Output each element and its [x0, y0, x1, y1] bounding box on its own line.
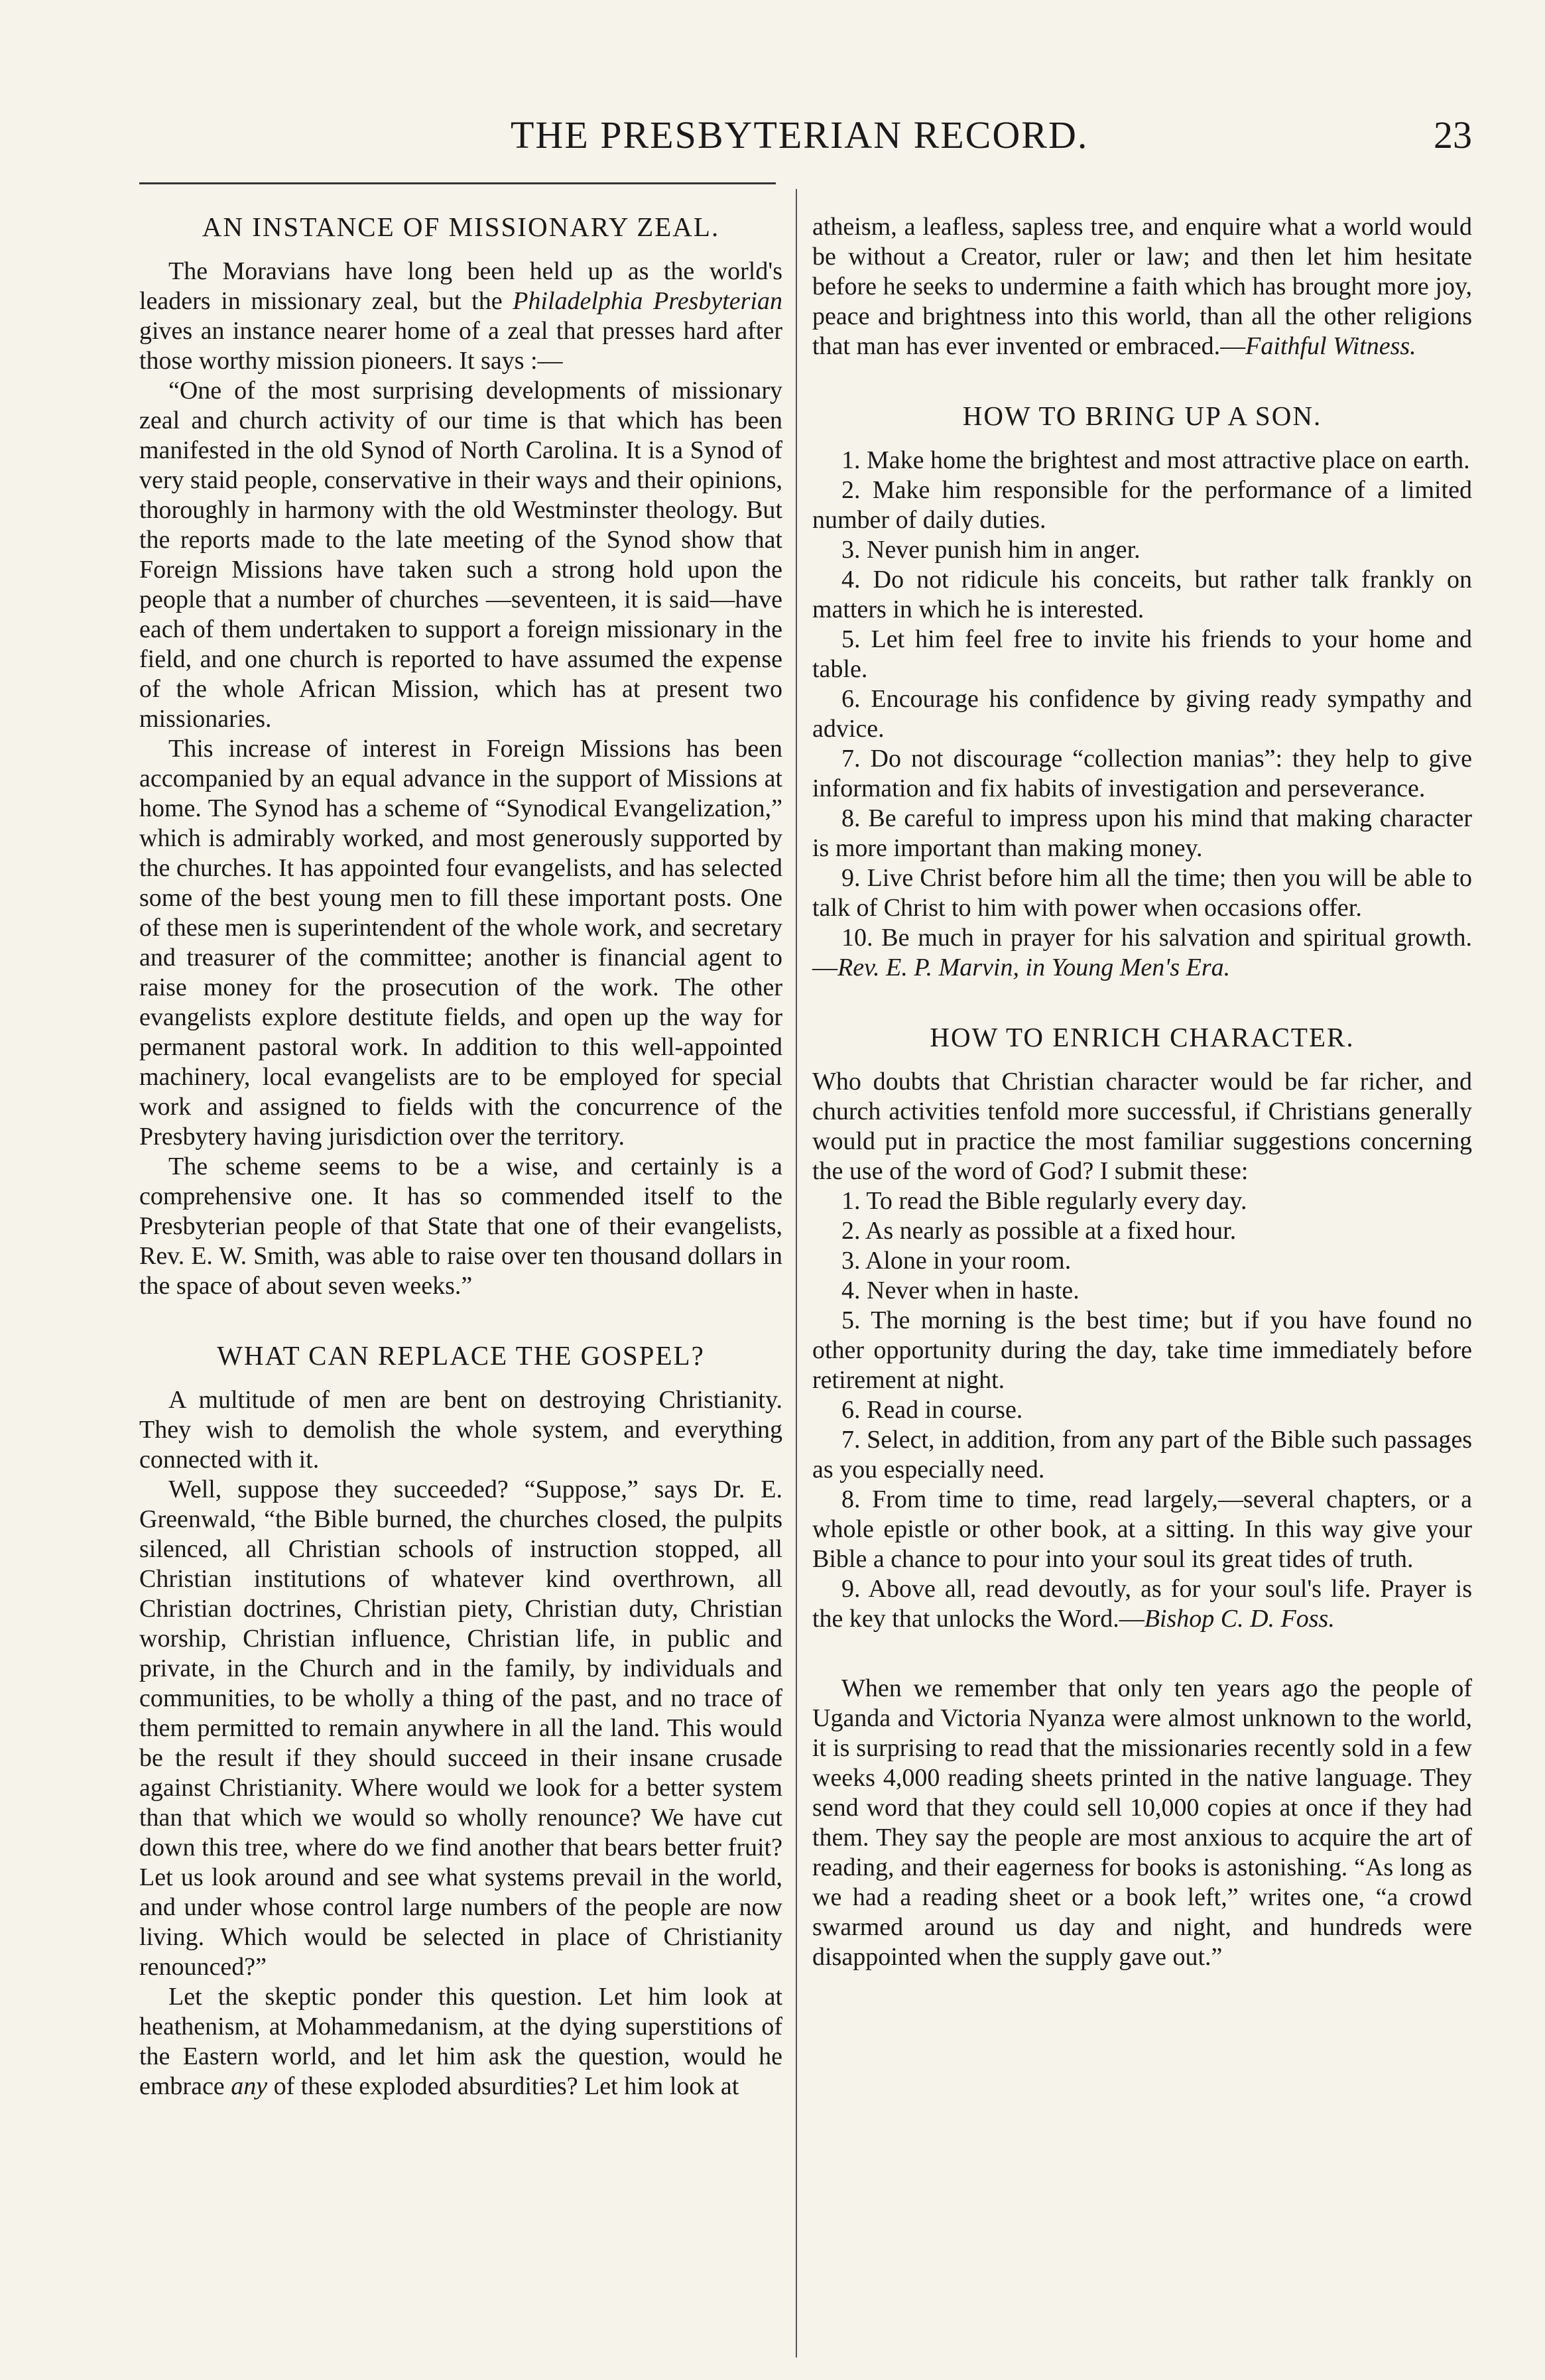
paragraph-continued: atheism, a leafless, sapless tree, and enquire what a world would be without a Creator, ruler or law; and then let him hesitate before he seeks to undermine a faith which has brought more joy, peace and brightness into this world, than all the other religions that man has ever invented or embraced.—Faithful Witness. [812, 213, 1472, 360]
article-title: AN INSTANCE OF MISSIONARY ZEAL. [202, 212, 720, 242]
list-item: 6. Encourage his confidence by giving ready sympathy and advice. [812, 685, 1472, 743]
page-header [153, 113, 1472, 172]
source-citation: Faithful Witness. [1245, 332, 1416, 360]
list-item: 3. Alone in your room. [841, 1247, 1072, 1275]
list-item: 10. Be much in prayer for his salvation and spiritual growth.—Rev. E. P. Marvin, in Young Men's Era. [812, 924, 1472, 981]
article-title: HOW TO ENRICH CHARACTER. [930, 1022, 1355, 1052]
list-item: 6. Read in course. [841, 1396, 1023, 1424]
list-item: 8. From time to time, read largely,—several chapters, or a whole epistle or other book, at a sitting. In this way give your Bible a chance to pour into your soul its great tides of truth. [812, 1485, 1472, 1573]
left-column [139, 212, 782, 2101]
article-bring-up-son [812, 401, 1472, 983]
paragraph: When we remember that only ten years ago the people of Uganda and Victoria Nyanza were almost unknown to the world, it is surprising to read that the missionaries recently sold in a few weeks 4,000 reading sheets printed in the native language. They send word that they could sell 10,000 copies at once if they had them. They say the people are most anxious to acquire the art of reading, and their eagerness for books is astonishing. “As long as we had a reading sheet or a book left,” writes one, “a crowd swarmed around us day and night, and hundreds were disappointed when the supply gave out.” [812, 1674, 1472, 1971]
list-item: 1. Make home the brightest and most attractive place on earth. [841, 446, 1470, 474]
column-divider [796, 189, 797, 2357]
article-missionary-zeal [139, 212, 782, 1301]
list-item: 5. The morning is the best time; but if you have found no other opportunity during the day, take time immediately before retirement at night. [812, 1306, 1472, 1394]
list-item: 9. Live Christ before him all the time; then you will be able to talk of Christ to him with power when occasions offer. [812, 864, 1472, 922]
list-item: 2. Make him responsible for the performance of a limited number of daily duties. [812, 476, 1472, 534]
paragraph: “One of the most surprising developments of missionary zeal and church activity of our time is that which has been manifested in the old Synod of North Carolina. It is a Synod of very staid people, conservative in their ways and their opinions, thoroughly in harmony with the old Westminster theology. But the reports made to the late meeting of the Synod show that Foreign Missions have taken such a strong hold upon the people that a number of churches —seventeen, it is said—have each of them undertaken to support a foreign missionary in the field, and one church is reported to have assumed the expense of the whole African Mission, which has at present two missionaries. [139, 377, 782, 733]
paragraph: Well, suppose they succeeded? “Suppose,” says Dr. E. Greenwald, “the Bible burned, the churches closed, the pulpits silenced, all Christian schools of instruction stopped, all Christian institutions of whatever kind overthrown, all Christian doctrines, Christian piety, Christian duty, Christian worship, Christian influence, Christian life, in public and private, in the Church and in the family, by individuals and communities, to be wholly a thing of the past, and no trace of them permitted to remain anywhere in all the land. This would be the result if they should succeed in their insane crusade against Christianity. Where would we look for a better system than that which we would so wholly renounce? We have cut down this tree, where do we find another that bears better fruit? Let us look around and see what systems prevail in the world, and under whose control large numbers of the people are now living. Which would be selected in place of Christianity renounced?” [139, 1475, 782, 1981]
article-uganda [812, 1674, 1472, 1972]
running-title: THE PRESBYTERIAN RECORD. [511, 113, 1089, 157]
paragraph: This increase of interest in Foreign Missions has been accompanied by an equal advance in the support of Missions at home. The Synod has a scheme of “Synodical Evangelization,” which is admirably worked, and most generously supported by the churches. It has appointed four evangelists, and has selected some of the best young men to fill these important posts. One of these men is superintendent of the whole work, and secretary and treasurer of the committee; another is financial agent to raise money for the prosecution of the work. The other evangelists explore destitute fields, and open up the way for permanent pastoral work. In addition to this well-appointed machinery, local evangelists are to be employed for special work and assigned to fields with the concurrence of the Presbytery having jurisdiction over the territory. [139, 735, 782, 1151]
list-item: 1. To read the Bible regularly every day. [841, 1187, 1247, 1215]
paragraph: Who doubts that Christian character would be far richer, and church activities tenfold more successful, if Christians generally would put in practice the most familiar suggestions concerning the use of the word of God? I submit these: [812, 1068, 1472, 1185]
list-item: 7. Do not discourage “collection manias”: they help to give information and fix habits of investigation and perseverance. [812, 745, 1472, 802]
paragraph: Let the skeptic ponder this question. Let him look at heathenism, at Mohammedanism, at the dying superstitions of the Eastern world, and let him ask the question, would he embrace any of these exploded absurdities? Let him look at [139, 1983, 782, 2100]
list-item: 3. Never punish him in anger. [841, 536, 1141, 564]
list-item: 7. Select, in addition, from any part of the Bible such passages as you especially need. [812, 1426, 1472, 1483]
article-enrich-character [812, 1023, 1472, 1634]
article-replace-gospel [139, 1341, 782, 2101]
paragraph: The scheme seems to be a wise, and certainly is a comprehensive one. It has so commended itself to the Presbyterian people of that State that one of their evangelists, Rev. E. W. Smith, was able to raise over ten thousand dollars in the space of about seven weeks.” [139, 1153, 782, 1300]
page-number: 23 [1434, 113, 1472, 157]
source-citation: Philadelphia Presbyterian [513, 287, 782, 315]
list-item: 2. As nearly as possible at a fixed hour. [841, 1217, 1237, 1245]
list-item: 4. Never when in haste. [841, 1277, 1080, 1304]
paragraph: A multitude of men are bent on destroying Christianity. They wish to demolish the whole system, and everything connected with it. [139, 1386, 782, 1473]
source-citation: Rev. E. P. Marvin, in Young Men's Era. [837, 954, 1231, 981]
header-rule [139, 182, 776, 184]
right-column [812, 212, 1472, 1972]
list-item: 9. Above all, read devoutly, as for your soul's life. Prayer is the key that unlocks the Word.—Bishop C. D. Foss. [812, 1575, 1472, 1633]
list-item: 4. Do not ridicule his conceits, but rather talk frankly on matters in which he is interested. [812, 566, 1472, 623]
source-citation: Bishop C. D. Foss. [1144, 1605, 1335, 1633]
article-title: HOW TO BRING UP A SON. [962, 401, 1322, 431]
list-item: 8. Be careful to impress upon his mind that making character is more important than making money. [812, 804, 1472, 862]
list-item: 5. Let him feel free to invite his friends to your home and table. [812, 625, 1472, 683]
paragraph: The Moravians have long been held up as the world's leaders in missionary zeal, but the Philadelphia Presbyterian gives an instance nearer home of a zeal that presses hard after those worthy mission pioneers. It says :— [139, 257, 782, 375]
article-title: WHAT CAN REPLACE THE GOSPEL? [217, 1340, 705, 1371]
